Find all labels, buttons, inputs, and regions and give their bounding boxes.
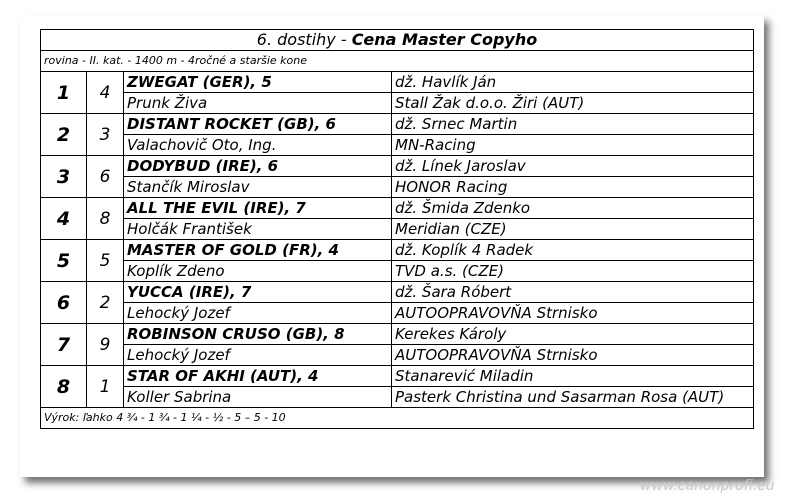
result-row <box>41 282 754 303</box>
trainer-name: Lehocký Jozef <box>124 303 392 324</box>
jockey-name: dž. Šara Róbert <box>392 282 754 303</box>
result-row-detail <box>41 387 754 408</box>
result-row <box>41 366 754 387</box>
jockey-name: dž. Línek Jaroslav <box>392 156 754 177</box>
owner-name: AUTOOPRAVOVŇA Strnisko <box>392 303 754 324</box>
result-row-detail <box>41 93 754 114</box>
result-row <box>41 240 754 261</box>
jockey-name: dž. Srnec Martin <box>392 114 754 135</box>
finish-place: 4 <box>41 198 87 240</box>
trainer-name: Koller Sabrina <box>124 387 392 408</box>
race-conditions: rovina - II. kat. - 1400 m - 4ročné a staršie kone <box>41 51 754 72</box>
trainer-name: Holčák František <box>124 219 392 240</box>
race-number: 6. dostihy - <box>256 30 352 49</box>
result-row-detail <box>41 219 754 240</box>
trainer-name: Prunk Živa <box>124 93 392 114</box>
start-number: 3 <box>87 114 124 156</box>
jockey-name: Stanarević Miladin <box>392 366 754 387</box>
result-row <box>41 72 754 93</box>
start-number: 6 <box>87 156 124 198</box>
horse-name: ROBINSON CRUSO (GB), 8 <box>124 324 392 345</box>
result-row-detail <box>41 303 754 324</box>
horse-name: ZWEGAT (GER), 5 <box>124 72 392 93</box>
owner-name: Stall Žak d.o.o. Žiri (AUT) <box>392 93 754 114</box>
start-number: 5 <box>87 240 124 282</box>
horse-name: ALL THE EVIL (IRE), 7 <box>124 198 392 219</box>
horse-name: YUCCA (IRE), 7 <box>124 282 392 303</box>
finish-place: 5 <box>41 240 87 282</box>
finish-place: 1 <box>41 72 87 114</box>
trainer-name: Valachovič Oto, Ing. <box>124 135 392 156</box>
start-number: 9 <box>87 324 124 366</box>
race-title: Cena Master Copyho <box>351 30 538 49</box>
result-row <box>41 198 754 219</box>
finish-place: 7 <box>41 324 87 366</box>
horse-name: DISTANT ROCKET (GB), 6 <box>124 114 392 135</box>
result-row-detail <box>41 135 754 156</box>
result-row-detail <box>41 177 754 198</box>
finish-place: 6 <box>41 282 87 324</box>
owner-name: Meridian (CZE) <box>392 219 754 240</box>
finish-place: 2 <box>41 114 87 156</box>
owner-name: AUTOOPRAVOVŇA Strnisko <box>392 345 754 366</box>
owner-name: HONOR Racing <box>392 177 754 198</box>
horse-name: STAR OF AKHI (AUT), 4 <box>124 366 392 387</box>
jockey-name: dž. Koplík 4 Radek <box>392 240 754 261</box>
start-number: 4 <box>87 72 124 114</box>
race-results-table <box>40 29 754 429</box>
horse-name: DODYBUD (IRE), 6 <box>124 156 392 177</box>
trainer-name: Stančík Miroslav <box>124 177 392 198</box>
result-row <box>41 114 754 135</box>
owner-name: TVD a.s. (CZE) <box>392 261 754 282</box>
owner-name: MN-Racing <box>392 135 754 156</box>
watermark: www.canonprofi.eu <box>640 478 775 494</box>
start-number: 1 <box>87 366 124 408</box>
trainer-name: Koplík Zdeno <box>124 261 392 282</box>
race-header <box>41 30 754 51</box>
start-number: 8 <box>87 198 124 240</box>
result-row-detail <box>41 261 754 282</box>
jockey-name: dž. Šmida Zdenko <box>392 198 754 219</box>
jockey-name: Kerekes Károly <box>392 324 754 345</box>
finish-place: 3 <box>41 156 87 198</box>
result-row-detail <box>41 345 754 366</box>
trainer-name: Lehocký Jozef <box>124 345 392 366</box>
race-verdict: Výrok: ľahko 4 ¾ - 1 ¾ - 1 ¼ - ½ - 5 – 5 - 10 <box>41 408 754 429</box>
jockey-name: dž. Havlík Ján <box>392 72 754 93</box>
owner-name: Pasterk Christina und Sasarman Rosa (AUT) <box>392 387 754 408</box>
horse-name: MASTER OF GOLD (FR), 4 <box>124 240 392 261</box>
result-row <box>41 324 754 345</box>
finish-place: 8 <box>41 366 87 408</box>
result-row <box>41 156 754 177</box>
start-number: 2 <box>87 282 124 324</box>
